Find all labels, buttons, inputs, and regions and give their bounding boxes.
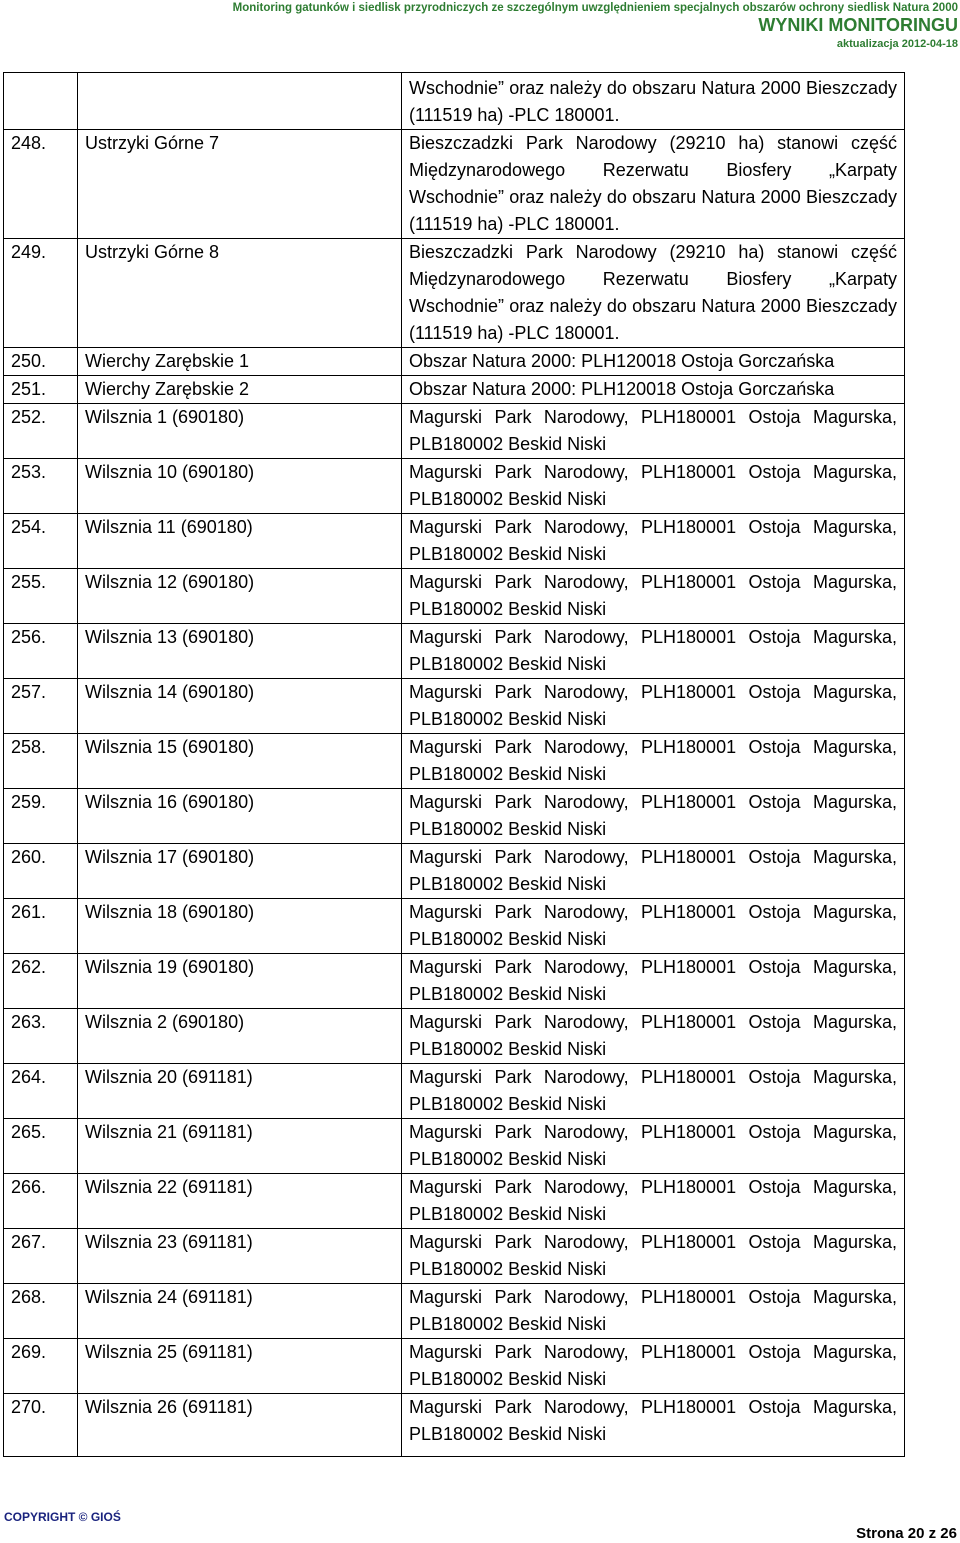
site-name: Wilsznia 11 (690180) (78, 514, 402, 569)
protection-status: Magurski Park Narodowy, PLH180001 Ostoja Magurska, PLB180002 Beskid Niski (402, 1394, 905, 1457)
protection-status: Magurski Park Narodowy, PLH180001 Ostoja Magurska, PLB180002 Beskid Niski (402, 1284, 905, 1339)
row-number: 253. (4, 459, 78, 514)
row-number: 266. (4, 1174, 78, 1229)
table-row (4, 569, 905, 624)
row-number: 270. (4, 1394, 78, 1457)
row-number: 251. (4, 376, 78, 404)
site-name: Wilsznia 2 (690180) (78, 1009, 402, 1064)
table-row (4, 899, 905, 954)
site-name: Wilsznia 22 (691181) (78, 1174, 402, 1229)
table-row (4, 348, 905, 376)
site-name: Ustrzyki Górne 8 (78, 239, 402, 348)
row-number: 257. (4, 679, 78, 734)
protection-status: Magurski Park Narodowy, PLH180001 Ostoja Magurska, PLB180002 Beskid Niski (402, 569, 905, 624)
protection-status: Magurski Park Narodowy, PLH180001 Ostoja Magurska, PLB180002 Beskid Niski (402, 899, 905, 954)
row-number: 268. (4, 1284, 78, 1339)
protection-status: Magurski Park Narodowy, PLH180001 Ostoja Magurska, PLB180002 Beskid Niski (402, 459, 905, 514)
row-number (4, 73, 78, 130)
protection-status: Wschodnie” oraz należy do obszaru Natura 2000 Bieszczady (111519 ha) -PLC 180001. (402, 73, 905, 130)
table-row (4, 1229, 905, 1284)
site-name: Wilsznia 20 (691181) (78, 1064, 402, 1119)
table-row (4, 404, 905, 459)
table-row (4, 954, 905, 1009)
table-row (4, 514, 905, 569)
row-number: 267. (4, 1229, 78, 1284)
table-row (4, 789, 905, 844)
protection-status: Magurski Park Narodowy, PLH180001 Ostoja Magurska, PLB180002 Beskid Niski (402, 734, 905, 789)
document-header-date: aktualizacja 2012-04-18 (836, 38, 958, 50)
protection-status: Magurski Park Narodowy, PLH180001 Ostoja Magurska, PLB180002 Beskid Niski (402, 1339, 905, 1394)
protection-status: Magurski Park Narodowy, PLH180001 Ostoja Magurska, PLB180002 Beskid Niski (402, 789, 905, 844)
row-number: 259. (4, 789, 78, 844)
protection-status: Magurski Park Narodowy, PLH180001 Ostoja Magurska, PLB180002 Beskid Niski (402, 1009, 905, 1064)
site-name: Wilsznia 12 (690180) (78, 569, 402, 624)
site-name (78, 73, 402, 130)
site-name: Wilsznia 16 (690180) (78, 789, 402, 844)
site-name: Wilsznia 15 (690180) (78, 734, 402, 789)
site-name: Wierchy Zarębskie 1 (78, 348, 402, 376)
protection-status: Magurski Park Narodowy, PLH180001 Ostoja Magurska, PLB180002 Beskid Niski (402, 1119, 905, 1174)
row-number: 263. (4, 1009, 78, 1064)
site-name: Wierchy Zarębskie 2 (78, 376, 402, 404)
row-number: 264. (4, 1064, 78, 1119)
table-row (4, 130, 905, 239)
table-row (4, 239, 905, 348)
site-name: Wilsznia 26 (691181) (78, 1394, 402, 1457)
protection-status: Magurski Park Narodowy, PLH180001 Ostoja Magurska, PLB180002 Beskid Niski (402, 624, 905, 679)
table-row (4, 1119, 905, 1174)
site-name: Wilsznia 24 (691181) (78, 1284, 402, 1339)
document-header-title: Monitoring gatunków i siedlisk przyrodniczych ze szczególnym uwzględnieniem specjalnych obszarów ochrony siedlisk Natura 2000 (232, 2, 958, 14)
site-name: Wilsznia 13 (690180) (78, 624, 402, 679)
row-number: 250. (4, 348, 78, 376)
site-name: Wilsznia 10 (690180) (78, 459, 402, 514)
site-name: Wilsznia 14 (690180) (78, 679, 402, 734)
table-row (4, 1174, 905, 1229)
protection-status: Magurski Park Narodowy, PLH180001 Ostoja Magurska, PLB180002 Beskid Niski (402, 1064, 905, 1119)
protection-status: Magurski Park Narodowy, PLH180001 Ostoja Magurska, PLB180002 Beskid Niski (402, 844, 905, 899)
site-name: Wilsznia 23 (691181) (78, 1229, 402, 1284)
site-name: Wilsznia 17 (690180) (78, 844, 402, 899)
copyright-notice: COPYRIGHT © GIOŚ (4, 1510, 121, 1524)
row-number: 260. (4, 844, 78, 899)
table-row (4, 1064, 905, 1119)
table-row (4, 844, 905, 899)
protection-status: Magurski Park Narodowy, PLH180001 Ostoja Magurska, PLB180002 Beskid Niski (402, 1229, 905, 1284)
row-number: 269. (4, 1339, 78, 1394)
table-row (4, 376, 905, 404)
protection-status: Magurski Park Narodowy, PLH180001 Ostoja Magurska, PLB180002 Beskid Niski (402, 404, 905, 459)
protection-status: Magurski Park Narodowy, PLH180001 Ostoja Magurska, PLB180002 Beskid Niski (402, 1174, 905, 1229)
table-row (4, 734, 905, 789)
table-row (4, 1339, 905, 1394)
protection-status: Obszar Natura 2000: PLH120018 Ostoja Gorczańska (402, 348, 905, 376)
row-number: 249. (4, 239, 78, 348)
protection-status: Obszar Natura 2000: PLH120018 Ostoja Gorczańska (402, 376, 905, 404)
protection-status: Magurski Park Narodowy, PLH180001 Ostoja Magurska, PLB180002 Beskid Niski (402, 514, 905, 569)
row-number: 255. (4, 569, 78, 624)
table-row (4, 1284, 905, 1339)
table-row (4, 73, 905, 130)
site-name: Ustrzyki Górne 7 (78, 130, 402, 239)
row-number: 258. (4, 734, 78, 789)
site-name: Wilsznia 19 (690180) (78, 954, 402, 1009)
table-row (4, 1394, 905, 1457)
row-number: 256. (4, 624, 78, 679)
protection-status: Bieszczadzki Park Narodowy (29210 ha) stanowi część Międzynarodowego Rezerwatu Biosfery „Karpaty Wschodnie” oraz należy do obszaru Natura 2000 Bieszczady (111519 ha) -PLC 180001. (402, 130, 905, 239)
protection-status: Magurski Park Narodowy, PLH180001 Ostoja Magurska, PLB180002 Beskid Niski (402, 954, 905, 1009)
document-header-subtitle: WYNIKI MONITORINGU (758, 15, 958, 35)
site-name: Wilsznia 18 (690180) (78, 899, 402, 954)
site-name: Wilsznia 25 (691181) (78, 1339, 402, 1394)
table-row (4, 1009, 905, 1064)
page-number: Strona 20 z 26 (856, 1525, 957, 1542)
row-number: 254. (4, 514, 78, 569)
table-row (4, 459, 905, 514)
row-number: 262. (4, 954, 78, 1009)
table-row (4, 624, 905, 679)
row-number: 261. (4, 899, 78, 954)
site-name: Wilsznia 1 (690180) (78, 404, 402, 459)
protection-status: Bieszczadzki Park Narodowy (29210 ha) stanowi część Międzynarodowego Rezerwatu Biosfery „Karpaty Wschodnie” oraz należy do obszaru Natura 2000 Bieszczady (111519 ha) -PLC 180001. (402, 239, 905, 348)
row-number: 252. (4, 404, 78, 459)
row-number: 248. (4, 130, 78, 239)
sites-table (3, 72, 905, 1457)
protection-status: Magurski Park Narodowy, PLH180001 Ostoja Magurska, PLB180002 Beskid Niski (402, 679, 905, 734)
site-name: Wilsznia 21 (691181) (78, 1119, 402, 1174)
table-row (4, 679, 905, 734)
row-number: 265. (4, 1119, 78, 1174)
